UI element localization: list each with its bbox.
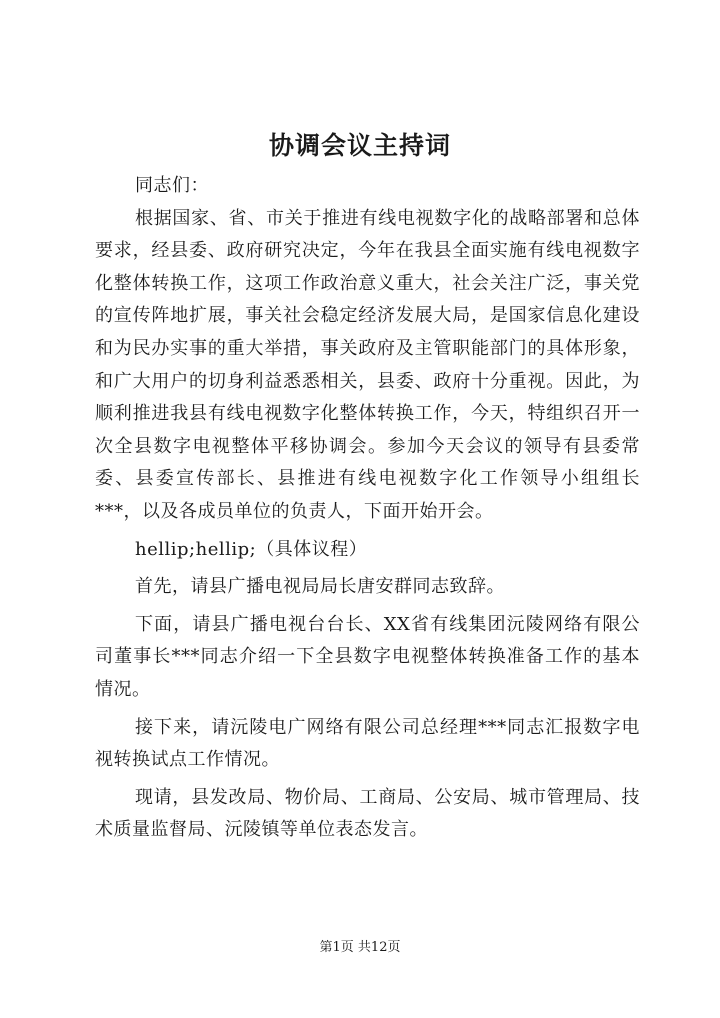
speech-paragraph-3: 接下来，请沅陵电广网络有限公司总经理***同志汇报数字电视转换试点工作情况。 — [95, 716, 640, 771]
document-title: 协调会议主持词 — [268, 131, 451, 160]
speech-paragraph-1: 首先，请县广播电视局局长唐安群同志致辞。 — [135, 576, 505, 598]
greeting-paragraph: 同志们： — [135, 175, 209, 196]
speech-paragraph-2: 下面，请县广播电视台台长、XX省有线集团沅陵网络有限公司董事长***同志介绍一下全县数字电视整体转换准备工作的基本情况。 — [95, 613, 640, 700]
page-number-footer: 第1页 共12页 — [319, 940, 401, 955]
document-body — [95, 170, 640, 847]
agenda-paragraph: hellip;hellip;（具体议程） — [135, 538, 368, 560]
speech-paragraph-4: 现请，县发改局、物价局、工商局、公安局、城市管理局、技术质量监督局、沅陵镇等单位表态发言。 — [95, 786, 640, 841]
intro-paragraph: 根据国家、省、市关于推进有线电视数字化的战略部署和总体要求，经县委、政府研究决定，今年在我县全面实施有线电视数字化整体转换工作，这项工作政治意义重大，社会关注广泛，事关党的宣传阵地扩展，事关社会稳定经济发展大局，是国家信息化建设和为民办实事的重大举措，事关政府及主管职能部门的具体形象，和广大用户的切身利益悉悉相关，县委、政府十分重视。因此，为顺利推进我县有线电视数字化整体转换工作，今天，特组织召开一次全县数字电视整体平移协调会。参加今天会议的领导有县委常委、县委宣传部长、县推进有线电视数字化工作领导小组组长***，以及各成员单位的负责人，下面开始开会。 — [95, 207, 640, 522]
